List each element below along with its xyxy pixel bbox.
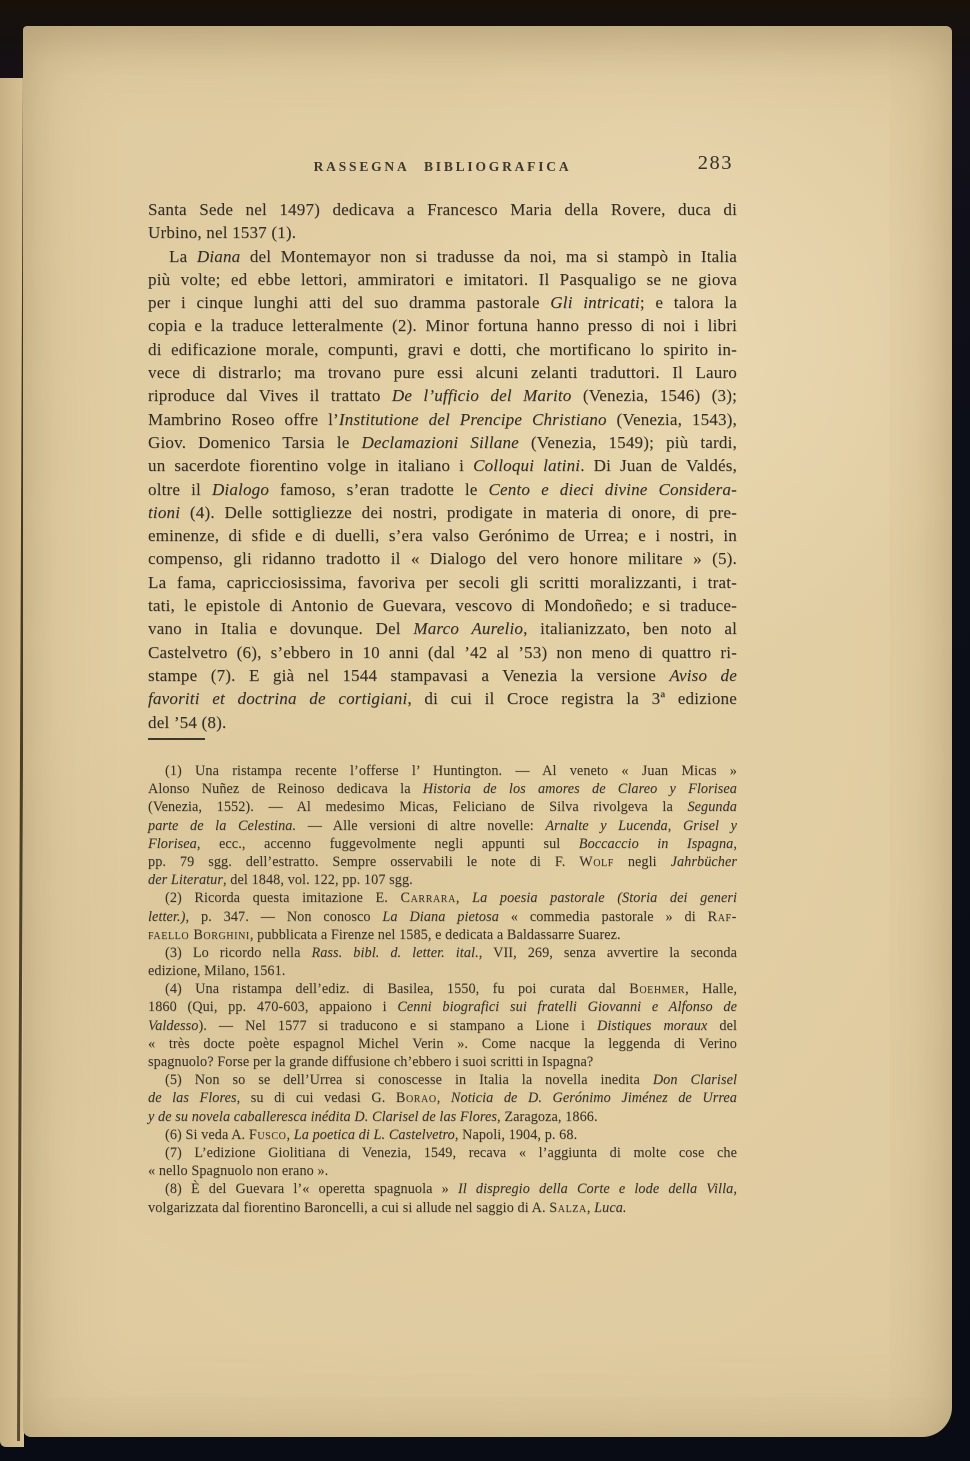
plain-text: di edificazione morale, compunti, gravi e dotti, che mortificano lo spirito in-: [148, 339, 737, 359]
book-page: [23, 26, 952, 1437]
plain-text: (Venezia, 1543),: [606, 409, 737, 429]
plain-text: ,: [286, 1126, 294, 1143]
italic-text: Florisea: [148, 835, 197, 852]
italic-text: La poesia pastorale (Storia dei generi: [472, 890, 738, 907]
text-line: [148, 571, 737, 594]
smallcaps-name: Borao: [395, 1090, 437, 1107]
plain-text: Santa Sede nel 1497) dedicava a Francesco Maria della Rovere, duca di: [148, 200, 737, 219]
plain-text: ,: [455, 890, 473, 907]
italic-text: Don Clarisel: [652, 1072, 738, 1089]
plain-text: , Halle,: [685, 981, 737, 998]
text-line: [148, 245, 737, 268]
text-line: [148, 361, 737, 384]
footnote-line: [148, 798, 737, 816]
text-line: [148, 338, 737, 361]
italic-text: Grisel y: [682, 817, 737, 834]
footnote-line: [148, 998, 737, 1016]
plain-text: ,: [586, 1199, 595, 1216]
plain-text: La: [169, 246, 197, 266]
italic-text: Historia de los amores de Clareo y Florisea: [422, 781, 737, 798]
plain-text: ,: [436, 1090, 451, 1107]
plain-text: un sacerdote fiorentino volge in italiano i: [148, 456, 474, 476]
footnote-line: [148, 962, 737, 980]
text-line: [148, 711, 737, 734]
plain-text: negli: [613, 853, 671, 870]
footnote-line: [148, 1162, 737, 1180]
plain-text: (Venezia, 1546) (3);: [571, 386, 737, 406]
italic-text: parte de la Celestina.: [148, 817, 297, 834]
italic-text: Valdesso: [148, 1017, 199, 1034]
plain-text: , pubblicata a Firenze nel 1585, e dedicata a Baldassarre Suarez.: [249, 926, 621, 943]
italic-text: Aviso de: [669, 665, 737, 685]
plain-text: (Venezia, 1552). — Al medesimo Micas, Feliciano de Silva rivolgeva la: [148, 799, 688, 816]
footnote-line: [148, 1144, 737, 1162]
plain-text: vano in Italia e dovunque. Del: [148, 619, 414, 639]
smallcaps-name: faello Borghini: [148, 926, 250, 943]
text-line: [148, 384, 737, 407]
plain-text: riproduce dal Vives il trattato: [148, 386, 392, 406]
footnote-line: [148, 762, 737, 780]
footnote-line: [148, 980, 737, 998]
footnote-line: [148, 1053, 737, 1071]
italic-text: Cento e dieci divine Considera-: [488, 479, 737, 499]
smallcaps-name: Salza: [549, 1199, 587, 1216]
plain-text: , p. 347. — Non conosco: [185, 908, 383, 925]
text-line: [148, 617, 737, 640]
footnote-line: [148, 1126, 737, 1144]
plain-text: (6) Si veda A.: [165, 1126, 249, 1143]
italic-text: Dialogo: [211, 479, 270, 499]
italic-text: Gli intricati: [550, 293, 640, 313]
italic-text: Il dispregio della Corte e lode della Villa: [457, 1181, 734, 1198]
plain-text: volgarizzata dal fiorentino Baroncelli, a cui si allude nel saggio di A.: [148, 1199, 550, 1216]
plain-text: oltre il: [148, 479, 212, 499]
italic-text: Marco Aurelio: [413, 619, 524, 639]
smallcaps-name: Wolf: [579, 853, 614, 870]
italic-text: Arnalte y Lucenda: [545, 817, 668, 834]
plain-text: . Di Juan de Valdés,: [580, 456, 738, 476]
text-line: [148, 314, 737, 337]
italic-text: y de su novela caballeresca inédita D. Clarisel de las Flores: [148, 1108, 498, 1125]
plain-text: stampe (7). E già nel 1544 stampavasi a Venezia la versione: [148, 665, 670, 685]
plain-text: Urbino, nel 1537 (1).: [148, 223, 297, 243]
plain-text: famoso, s’eran tradotte le: [269, 479, 489, 499]
plain-text: pp. 79 sgg. dell’estratto. Sempre osservabili le note di F.: [148, 853, 580, 870]
footnote-line: [148, 889, 737, 907]
plain-text: Giov. Domenico Tarsia le: [148, 432, 362, 452]
plain-text: Mambrino Roseo offre l’: [148, 409, 339, 429]
text-line: [148, 547, 737, 570]
page-number: 283: [697, 152, 733, 174]
text-line: [148, 524, 737, 547]
footnote-line: [148, 1035, 737, 1053]
footnote-line: [148, 780, 737, 798]
text-line: [148, 641, 737, 664]
footnote-line: [148, 1017, 737, 1035]
text-line: [148, 454, 737, 477]
text-line: [148, 687, 737, 710]
footnote-line: [148, 944, 737, 962]
italic-text: Institutione del Prencipe Christiano: [338, 409, 607, 429]
italic-text: La poetica di L. Castelvetro: [293, 1126, 455, 1143]
text-line: [148, 594, 737, 617]
footnote-line: [148, 926, 737, 944]
text-line: [148, 431, 737, 454]
italic-text: La Diana pietosa: [382, 908, 499, 925]
plain-text: 1860 (Qui, pp. 470-603, appaiono i: [148, 999, 398, 1016]
plain-text: spagnuolo? Forse per la grande diffusione ch’ebbero i suoi scritti in Ispagna?: [148, 1054, 594, 1070]
footnote-line: [148, 835, 737, 853]
plain-text: (3) Lo ricordo nella: [165, 944, 312, 961]
plain-text: (5) Non so se dell’Urrea si conoscesse in Italia la novella inedita: [165, 1072, 653, 1089]
italic-text: Jahrbücher: [670, 853, 737, 870]
text-line: [148, 664, 737, 687]
smallcaps-name: Boehmer: [629, 981, 686, 998]
footnotes: [148, 762, 737, 1217]
plain-text: « très docte poète espagnol Michel Verin ». Come nacque la leggenda di Verino: [148, 1035, 737, 1052]
text-line: [148, 221, 737, 244]
plain-text: Castelvetro (6), s’ebbero in 10 anni (dal ’42 al ’53) non meno di quattro ri-: [148, 642, 737, 662]
plain-text: , italianizzato, ben noto al: [523, 619, 738, 639]
italic-text: Cenni biografici sui fratelli Giovanni e Alfonso de: [397, 999, 737, 1016]
italic-text: De l’ufficio del Marito: [391, 386, 572, 406]
plain-text: ,: [733, 835, 737, 852]
plain-text: compenso, gli ridanno tradotto il « Dialogo del vero honore militare » (5).: [148, 549, 737, 569]
plain-text: (8) È del Guevara l’« operetta spagnuola »: [165, 1181, 458, 1198]
footnote-line: [148, 1071, 737, 1089]
smallcaps-name: Fusco: [248, 1126, 287, 1143]
italic-text: Segunda: [687, 799, 737, 816]
plain-text: (1) Una ristampa recente l’offerse l’ Huntington. — Al veneto « Juan Micas »: [165, 763, 737, 779]
italic-text: Luca.: [594, 1199, 627, 1216]
text-line: [148, 408, 737, 431]
smallcaps-name: Raf-: [707, 908, 737, 925]
footnote-line: [148, 817, 737, 835]
plain-text: per i cinque lunghi atti del suo dramma pastorale: [148, 293, 551, 313]
footnote-separator: [148, 738, 205, 740]
plain-text: del: [707, 1017, 738, 1034]
plain-text: (4) Una ristampa dell’ediz. di Basilea, 1550, fu poi curata dal: [165, 981, 630, 998]
plain-text: ; e talora la: [639, 293, 737, 313]
plain-text: , di cui il Croce registra la 3ª edizione: [407, 689, 737, 709]
italic-text: Declamazioni Sillane: [361, 432, 519, 452]
text-line: [148, 501, 737, 524]
plain-text: , VII, 269, senza avvertire la seconda: [478, 944, 738, 961]
plain-text: ,: [733, 1181, 737, 1198]
italic-text: de las Flores: [148, 1090, 237, 1107]
italic-text: Rass. bibl. d. letter. ital.: [311, 944, 479, 961]
italic-text: letter.): [148, 908, 186, 925]
footnote-line: [148, 871, 737, 889]
plain-text: copia e la traduce letteralmente (2). Minor fortuna hanno presso di noi i libri: [148, 316, 737, 336]
plain-text: La fama, capricciosissima, favoriva per secoli gli scritti moralizzanti, i trat-: [148, 572, 737, 592]
plain-text: (2) Ricorda questa imitazione E.: [165, 890, 401, 907]
plain-text: Alonso Nuñez de Reinoso dedicava la: [148, 781, 423, 798]
plain-text: eminenze, di sfide e di duelli, s’era valso Gerónimo de Urrea; e i nostri, in: [148, 526, 737, 546]
footnote-line: [148, 1199, 737, 1217]
italic-text: favoriti et doctrina de cortigiani: [148, 689, 408, 709]
plain-text: , ecc., accenno fuggevolmente negli appunti sul: [196, 835, 579, 852]
plain-text: (7) L’edizione Giolitiana di Venezia, 1549, recava « l’aggiunta di molte cose che: [165, 1144, 737, 1161]
smallcaps-name: Carrara: [400, 890, 456, 907]
footnote-line: [148, 908, 737, 926]
text-line: [148, 478, 737, 501]
running-title: RASSEGNA BIBLIOGRAFICA: [313, 159, 572, 174]
text-line: [148, 291, 737, 314]
body-text: [148, 198, 737, 734]
footnote-line: [148, 853, 737, 871]
footnote-line: [148, 1089, 737, 1107]
italic-text: der Literatur: [148, 872, 224, 889]
plain-text: , del 1848, vol. 122, pp. 107 sgg.: [223, 872, 413, 889]
plain-text: — Alle versioni di altre novelle:: [296, 817, 546, 834]
plain-text: vece di distrarlo; ma trovano pure essi alcuni zelanti traduttori. Il Lauro: [148, 363, 737, 383]
plain-text: più volte; ed ebbe lettori, ammiratori e imitatori. Il Pasqualigo se ne giova: [148, 269, 737, 289]
plain-text: « nello Spagnuolo non erano ».: [148, 1163, 329, 1180]
italic-text: Colloqui latini: [473, 456, 581, 476]
plain-text: del Montemayor non si tradusse da noi, ma si stampò in Italia: [240, 246, 737, 266]
italic-text: Noticia de D. Gerónimo Jiménez de Urrea: [450, 1090, 738, 1107]
plain-text: edizione, Milano, 1561.: [148, 963, 286, 980]
footnote-line: [148, 1180, 737, 1198]
italic-text: Diana: [196, 246, 241, 266]
plain-text: « commedia pastorale » di: [498, 908, 708, 925]
plain-text: ,: [667, 817, 683, 834]
text-line: [148, 268, 737, 291]
plain-text: , su di cui vedasi G.: [236, 1090, 396, 1107]
page-header: [148, 153, 737, 179]
plain-text: del ’54 (8).: [148, 712, 227, 732]
text-line: [148, 198, 737, 221]
plain-text: , Napoli, 1904, p. 68.: [454, 1126, 578, 1143]
italic-text: Boccaccio in Ispagna: [578, 835, 734, 852]
plain-text: , Zaragoza, 1866.: [497, 1108, 598, 1125]
footnote-line: [148, 1108, 737, 1126]
plain-text: (Venezia, 1549); più tardi,: [518, 432, 737, 452]
plain-text: ). — Nel 1577 si traducono e si stampano a Lione i: [198, 1017, 597, 1034]
italic-text: Distiques moraux: [596, 1017, 708, 1034]
plain-text: tati, le epistole di Antonio de Guevara, vescovo di Mondoñedo; e si traduce-: [148, 596, 737, 616]
italic-text: tioni: [148, 502, 181, 522]
plain-text: (4). Delle sottigliezze dei nostri, prodigate in materia di onore, di pre-: [180, 502, 737, 522]
